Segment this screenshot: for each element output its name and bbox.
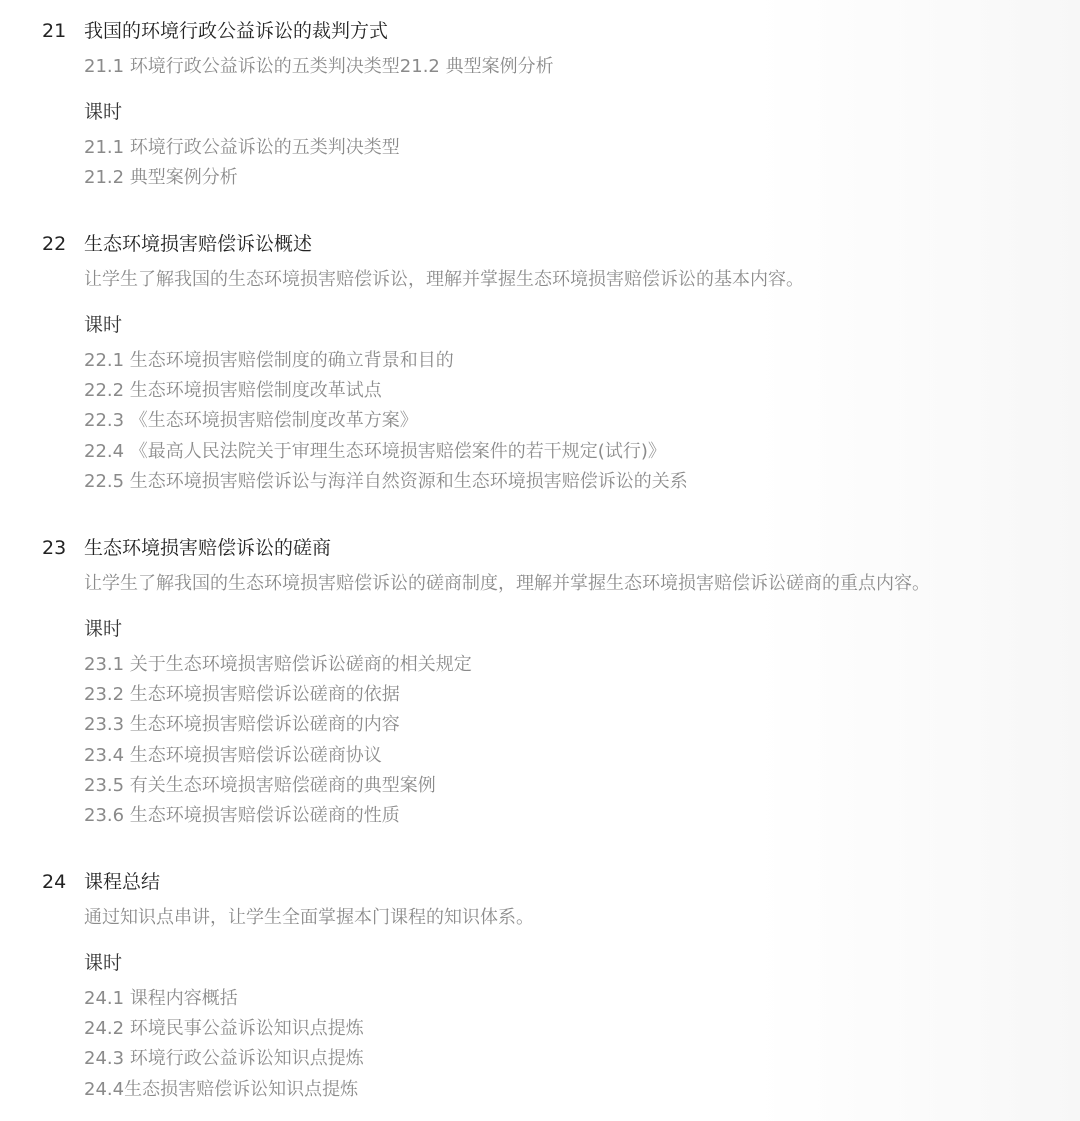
lesson-item: 24.3 环境行政公益诉讼知识点提炼 [84, 1048, 364, 1070]
lesson-item: 23.3 生态环境损害赔偿诉讼磋商的内容 [84, 714, 400, 736]
chapter-description: 通过知识点串讲，让学生全面掌握本门课程的知识体系。 [84, 907, 534, 928]
chapter-header [42, 533, 331, 563]
lessons-heading: 课时 [84, 101, 123, 123]
chapter-description: 让学生了解我国的生态环境损害赔偿诉讼，理解并掌握生态环境损害赔偿诉讼的基本内容。 [84, 269, 804, 290]
chapter-description: 让学生了解我国的生态环境损害赔偿诉讼的磋商制度，理解并掌握生态环境损害赔偿诉讼磋商的重点内容。 [84, 573, 930, 594]
lesson-item: 22.4 《最高人民法院关于审理生态环境损害赔偿案件的若干规定(试行)》 [84, 440, 666, 462]
lesson-item: 21.1 环境行政公益诉讼的五类判决类型 [84, 137, 400, 158]
lesson-item: 24.4生态损害赔偿诉讼知识点提炼 [84, 1078, 359, 1100]
lessons-heading: 课时 [84, 952, 123, 974]
lesson-list [84, 346, 688, 497]
lesson-item: 23.4 生态环境损害赔偿诉讼磋商协议 [84, 744, 382, 766]
lesson-item: 24.1 课程内容概括 [84, 988, 238, 1009]
lesson-item: 22.5 生态环境损害赔偿诉讼与海洋自然资源和生态环境损害赔偿诉讼的关系 [84, 470, 688, 492]
chapter-number: 21 [42, 20, 67, 42]
chapter-header [42, 229, 312, 259]
chapter-number: 22 [42, 233, 67, 255]
lesson-list [84, 133, 400, 193]
chapter-number: 24 [42, 871, 67, 893]
chapter-title: 我国的环境行政公益诉讼的裁判方式 [84, 20, 389, 42]
chapter-header [42, 867, 160, 897]
lesson-list [84, 984, 364, 1105]
chapter-number: 23 [42, 537, 67, 559]
lesson-item: 23.2 生态环境损害赔偿诉讼磋商的依据 [84, 684, 400, 706]
lesson-item: 23.5 有关生态环境损害赔偿磋商的典型案例 [84, 774, 436, 796]
chapter-header [42, 16, 388, 46]
lesson-item: 22.3 《生态环境损害赔偿制度改革方案》 [84, 410, 418, 432]
lesson-item: 22.2 生态环境损害赔偿制度改革试点 [84, 380, 382, 402]
chapter-description: 21.1 环境行政公益诉讼的五类判决类型21.2 典型案例分析 [84, 56, 554, 77]
lesson-list [84, 650, 472, 831]
lesson-item: 21.2 典型案例分析 [84, 167, 238, 189]
chapter-title: 课程总结 [84, 871, 161, 893]
chapter-title: 生态环境损害赔偿诉讼概述 [84, 233, 313, 255]
lesson-item: 22.1 生态环境损害赔偿制度的确立背景和目的 [84, 350, 454, 371]
lesson-item: 24.2 环境民事公益诉讼知识点提炼 [84, 1018, 364, 1040]
lesson-item: 23.1 关于生态环境损害赔偿诉讼磋商的相关规定 [84, 654, 472, 675]
lessons-heading: 课时 [84, 314, 123, 336]
lesson-item: 23.6 生态环境损害赔偿诉讼磋商的性质 [84, 804, 400, 826]
lessons-heading: 课时 [84, 618, 123, 640]
chapter-title: 生态环境损害赔偿诉讼的磋商 [84, 537, 332, 559]
